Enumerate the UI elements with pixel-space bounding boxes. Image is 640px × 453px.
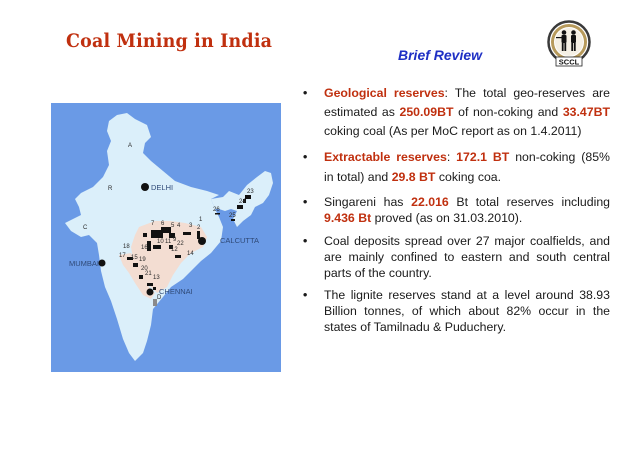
highlight-value: 172.1 BT [456, 150, 510, 164]
svg-text:23: 23 [247, 189, 254, 195]
bullet-singareni-reserves: • Singareni has 22.016 Bt total reserves including 9.436 Bt proved (as on 31.03.2010). [303, 195, 611, 225]
svg-text:24: 24 [239, 199, 246, 205]
svg-text:6: 6 [161, 221, 165, 227]
india-coal-map [51, 103, 281, 372]
city-dot-calcutta [198, 237, 206, 245]
svg-text:20: 20 [141, 266, 148, 272]
svg-text:19: 19 [139, 257, 146, 263]
region-label-r: R [108, 186, 113, 192]
highlight-value: 9.436 Bt [324, 210, 372, 225]
bullet-glyph: • [303, 86, 308, 100]
svg-text:1: 1 [199, 217, 203, 223]
svg-text:3: 3 [189, 223, 193, 229]
city-label-mumbai: MUMBAI [69, 259, 99, 268]
bullet-glyph: • [303, 195, 308, 209]
logo-text: SCCL [558, 57, 580, 67]
svg-text:26: 26 [213, 207, 220, 213]
bullet-list [303, 84, 610, 335]
city-label-delhi: DELHI [151, 183, 174, 192]
city-dot-chennai [147, 289, 154, 296]
city-label-chennai: CHENNAI [159, 287, 193, 296]
svg-text:12: 12 [171, 247, 178, 253]
svg-text:17: 17 [119, 253, 126, 259]
highlight-value: 250.09BT [399, 105, 454, 119]
svg-text:21: 21 [145, 271, 152, 277]
sccl-logo-icon [547, 19, 591, 71]
svg-text:18: 18 [123, 244, 130, 250]
highlight-value: 22.016 [411, 195, 449, 209]
svg-text:11: 11 [165, 239, 172, 245]
bullet-lignite-reserves: • The lignite reserves stand at a level around 38.93 Billion tonnes, of which about 82% occur in the states of Tamilnadu & Puduchery. [303, 287, 610, 334]
slide-title: Coal Mining in India [66, 30, 273, 52]
bullet-extractable-reserves: • Extractable reserves: 172.1 BT non-coking (85% in total) and 29.8 BT coking coa. [303, 150, 610, 184]
svg-text:15: 15 [131, 255, 138, 261]
svg-text:14: 14 [187, 251, 194, 257]
svg-text:5: 5 [171, 223, 175, 229]
svg-text:16: 16 [141, 245, 148, 251]
region-label-a: A [128, 143, 133, 149]
highlight-value: 33.47BT [562, 105, 610, 119]
highlight-value: 29.8 BT [391, 169, 436, 184]
bullet-label: Geological reserves [324, 86, 445, 100]
svg-text:25: 25 [229, 213, 236, 219]
city-dot-delhi [141, 183, 149, 191]
bullet-label: Extractable reserves [324, 150, 447, 164]
bullet-glyph: • [303, 150, 308, 164]
bullet-glyph: • [303, 233, 308, 248]
svg-text:13: 13 [153, 275, 160, 281]
svg-text:7: 7 [151, 221, 155, 227]
svg-text:10: 10 [157, 239, 164, 245]
svg-text:4: 4 [177, 223, 181, 229]
bullet-coal-deposits: • Coal deposits spread over 27 major coalfields, and are mainly confined to eastern and south central parts of the country. [303, 233, 610, 280]
city-dot-mumbai [99, 260, 106, 267]
svg-text:2: 2 [197, 225, 201, 231]
bullet-geological-reserves: • Geological reserves: The total geo-reserves are estimated as 250.09BT of non-coking and 33.47BT coking coal (As per MoC report as on 1.4.2011) [303, 86, 610, 138]
bullet-glyph: • [303, 287, 308, 302]
slide-subtitle: Brief Review [398, 47, 483, 63]
svg-text:22: 22 [177, 241, 184, 247]
city-label-calcutta: CALCUTTA [220, 236, 260, 245]
svg-text:9: 9 [173, 237, 177, 243]
region-label-d: D [157, 295, 162, 301]
region-label-c: C [83, 225, 88, 231]
